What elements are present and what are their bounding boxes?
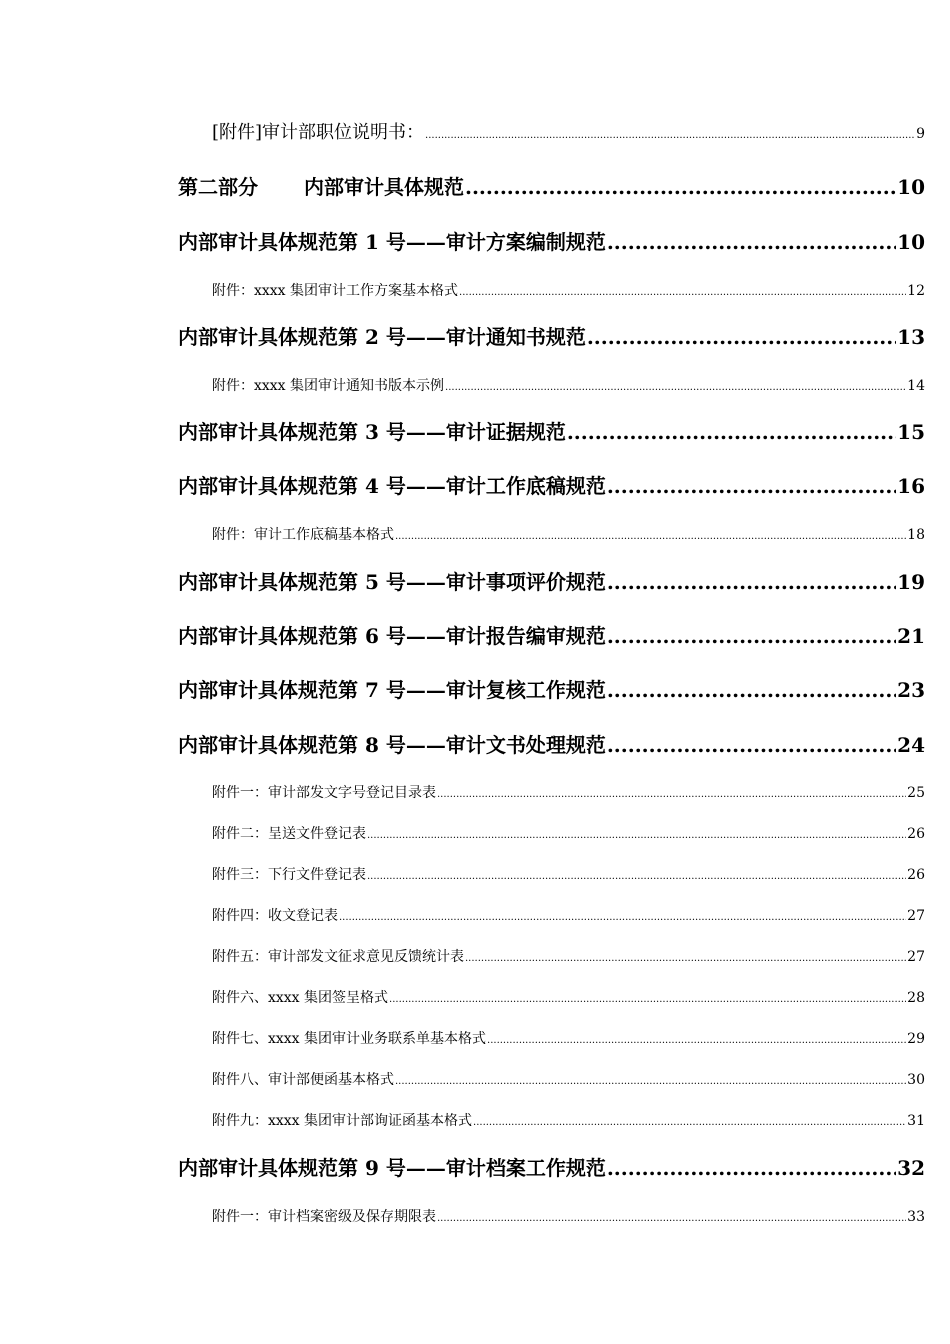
dot-leader	[395, 1076, 906, 1087]
toc-entry[interactable]	[178, 674, 925, 703]
dot-leader	[607, 570, 896, 594]
dot-leader	[367, 871, 906, 882]
toc-entry[interactable]	[212, 782, 925, 802]
toc-entry-page: 9	[916, 126, 925, 142]
toc-entry[interactable]	[212, 1110, 925, 1130]
toc-entry-page: 33	[907, 1209, 925, 1225]
dot-leader	[487, 1035, 906, 1046]
dot-leader	[389, 994, 906, 1005]
toc-entry-page: 15	[897, 420, 925, 444]
toc-entry-page: 30	[907, 1072, 925, 1088]
toc-entry[interactable]	[178, 416, 925, 445]
toc-entry-title: 附件四：收文登记表	[212, 908, 338, 924]
toc-entry[interactable]	[178, 1152, 925, 1181]
toc-entry[interactable]	[212, 1028, 925, 1048]
dot-leader	[607, 474, 896, 498]
toc-entry[interactable]	[212, 1206, 925, 1226]
dot-leader	[607, 1156, 896, 1180]
toc-entry[interactable]	[178, 226, 925, 255]
dot-leader	[339, 912, 906, 923]
toc-entry[interactable]	[212, 524, 925, 544]
toc-entry-title: 内部审计具体规范第 4 号——审计工作底稿规范	[178, 474, 606, 498]
dot-leader	[437, 1213, 906, 1224]
toc-entry-title: [附件]审计部职位说明书：	[212, 122, 425, 143]
dot-leader	[607, 624, 896, 648]
toc-entry-title: 附件七、xxxx 集团审计业务联系单基本格式	[212, 1031, 487, 1047]
toc-entry-title: 附件一：审计档案密级及保存期限表	[212, 1209, 436, 1225]
dot-leader	[607, 230, 896, 254]
dot-leader	[465, 953, 906, 964]
toc-entry-title: 附件八、审计部便函基本格式	[212, 1072, 394, 1088]
toc-entry-page: 23	[897, 678, 925, 702]
toc-entry[interactable]	[178, 566, 925, 595]
toc-entry-title: 附件五：审计部发文征求意见反馈统计表	[212, 949, 464, 965]
toc-entry-page: 27	[907, 949, 925, 965]
toc-entry[interactable]	[212, 118, 925, 144]
toc-entry[interactable]	[212, 987, 925, 1007]
toc-entry-page: 26	[907, 867, 925, 883]
dot-leader	[395, 531, 906, 542]
toc-entry-title: 附件六、xxxx 集团签呈格式	[212, 990, 389, 1006]
toc-entry-title: 附件：审计工作底稿基本格式	[212, 527, 394, 543]
toc-entry-page: 19	[897, 570, 925, 594]
dot-leader	[367, 830, 906, 841]
toc-entry-page: 27	[907, 908, 925, 924]
toc-entry-title: 内部审计具体规范第 7 号——审计复核工作规范	[178, 678, 606, 702]
toc-entry-page: 31	[907, 1113, 925, 1129]
part-name: 内部审计具体规范	[304, 175, 464, 199]
dot-leader	[587, 325, 896, 349]
toc-entry[interactable]	[212, 1069, 925, 1089]
toc-entry[interactable]	[178, 321, 925, 350]
toc-entry-page: 26	[907, 826, 925, 842]
toc-entry[interactable]	[212, 375, 925, 395]
toc-entry[interactable]	[178, 729, 925, 758]
toc-entry-page: 24	[897, 733, 925, 757]
toc-entry[interactable]	[212, 280, 925, 300]
toc-entry-title: 内部审计具体规范第 2 号——审计通知书规范	[178, 325, 586, 349]
toc-entry-title: 内部审计具体规范第 3 号——审计证据规范	[178, 420, 566, 444]
toc-entry-title: 附件一：审计部发文字号登记目录表	[212, 785, 436, 801]
toc-entry-page: 10	[897, 175, 925, 199]
toc-entry-page: 18	[907, 527, 925, 543]
part-label: 第二部分	[178, 175, 258, 199]
dot-leader	[567, 420, 896, 444]
toc-entry-page: 28	[907, 990, 925, 1006]
toc-entry[interactable]	[178, 171, 925, 200]
toc-entry-title: 内部审计具体规范第 5 号——审计事项评价规范	[178, 570, 606, 594]
toc-entry-title: 附件二：呈送文件登记表	[212, 826, 366, 842]
toc-entry-title: 附件三：下行文件登记表	[212, 867, 366, 883]
toc-entry[interactable]	[178, 470, 925, 499]
toc-entry-page: 16	[897, 474, 925, 498]
dot-leader	[607, 678, 896, 702]
dot-leader	[607, 733, 896, 757]
toc-entry-title: 内部审计具体规范第 1 号——审计方案编制规范	[178, 230, 606, 254]
toc-entry[interactable]	[212, 864, 925, 884]
dot-leader	[437, 789, 906, 800]
toc-entry-page: 12	[907, 283, 925, 299]
dot-leader	[459, 287, 906, 298]
toc-entry-title: 附件九：xxxx 集团审计部询证函基本格式	[212, 1113, 473, 1129]
toc-entry[interactable]	[212, 946, 925, 966]
dot-leader	[445, 382, 906, 393]
toc-entry-title: 附件：xxxx 集团审计工作方案基本格式	[212, 283, 459, 299]
toc-entry-page: 32	[897, 1156, 925, 1180]
toc-entry-title: 内部审计具体规范第 9 号——审计档案工作规范	[178, 1156, 606, 1180]
toc-entry-page: 21	[897, 624, 925, 648]
dot-leader	[473, 1117, 906, 1128]
toc-entry-page: 29	[907, 1031, 925, 1047]
toc-entry-title: 内部审计具体规范第 8 号——审计文书处理规范	[178, 733, 606, 757]
toc-entry[interactable]	[212, 823, 925, 843]
toc-entry[interactable]	[178, 620, 925, 649]
toc-entry[interactable]	[212, 905, 925, 925]
toc-entry-title: 附件：xxxx 集团审计通知书版本示例	[212, 378, 445, 394]
toc-entry-page: 25	[907, 785, 925, 801]
toc-entry-page: 14	[907, 378, 925, 394]
toc-entry-title	[178, 171, 464, 200]
dot-leader	[465, 175, 896, 199]
toc-entry-page: 13	[897, 325, 925, 349]
toc-entry-title: 内部审计具体规范第 6 号——审计报告编审规范	[178, 624, 606, 648]
toc-entry-page: 10	[897, 230, 925, 254]
dot-leader	[425, 130, 915, 141]
